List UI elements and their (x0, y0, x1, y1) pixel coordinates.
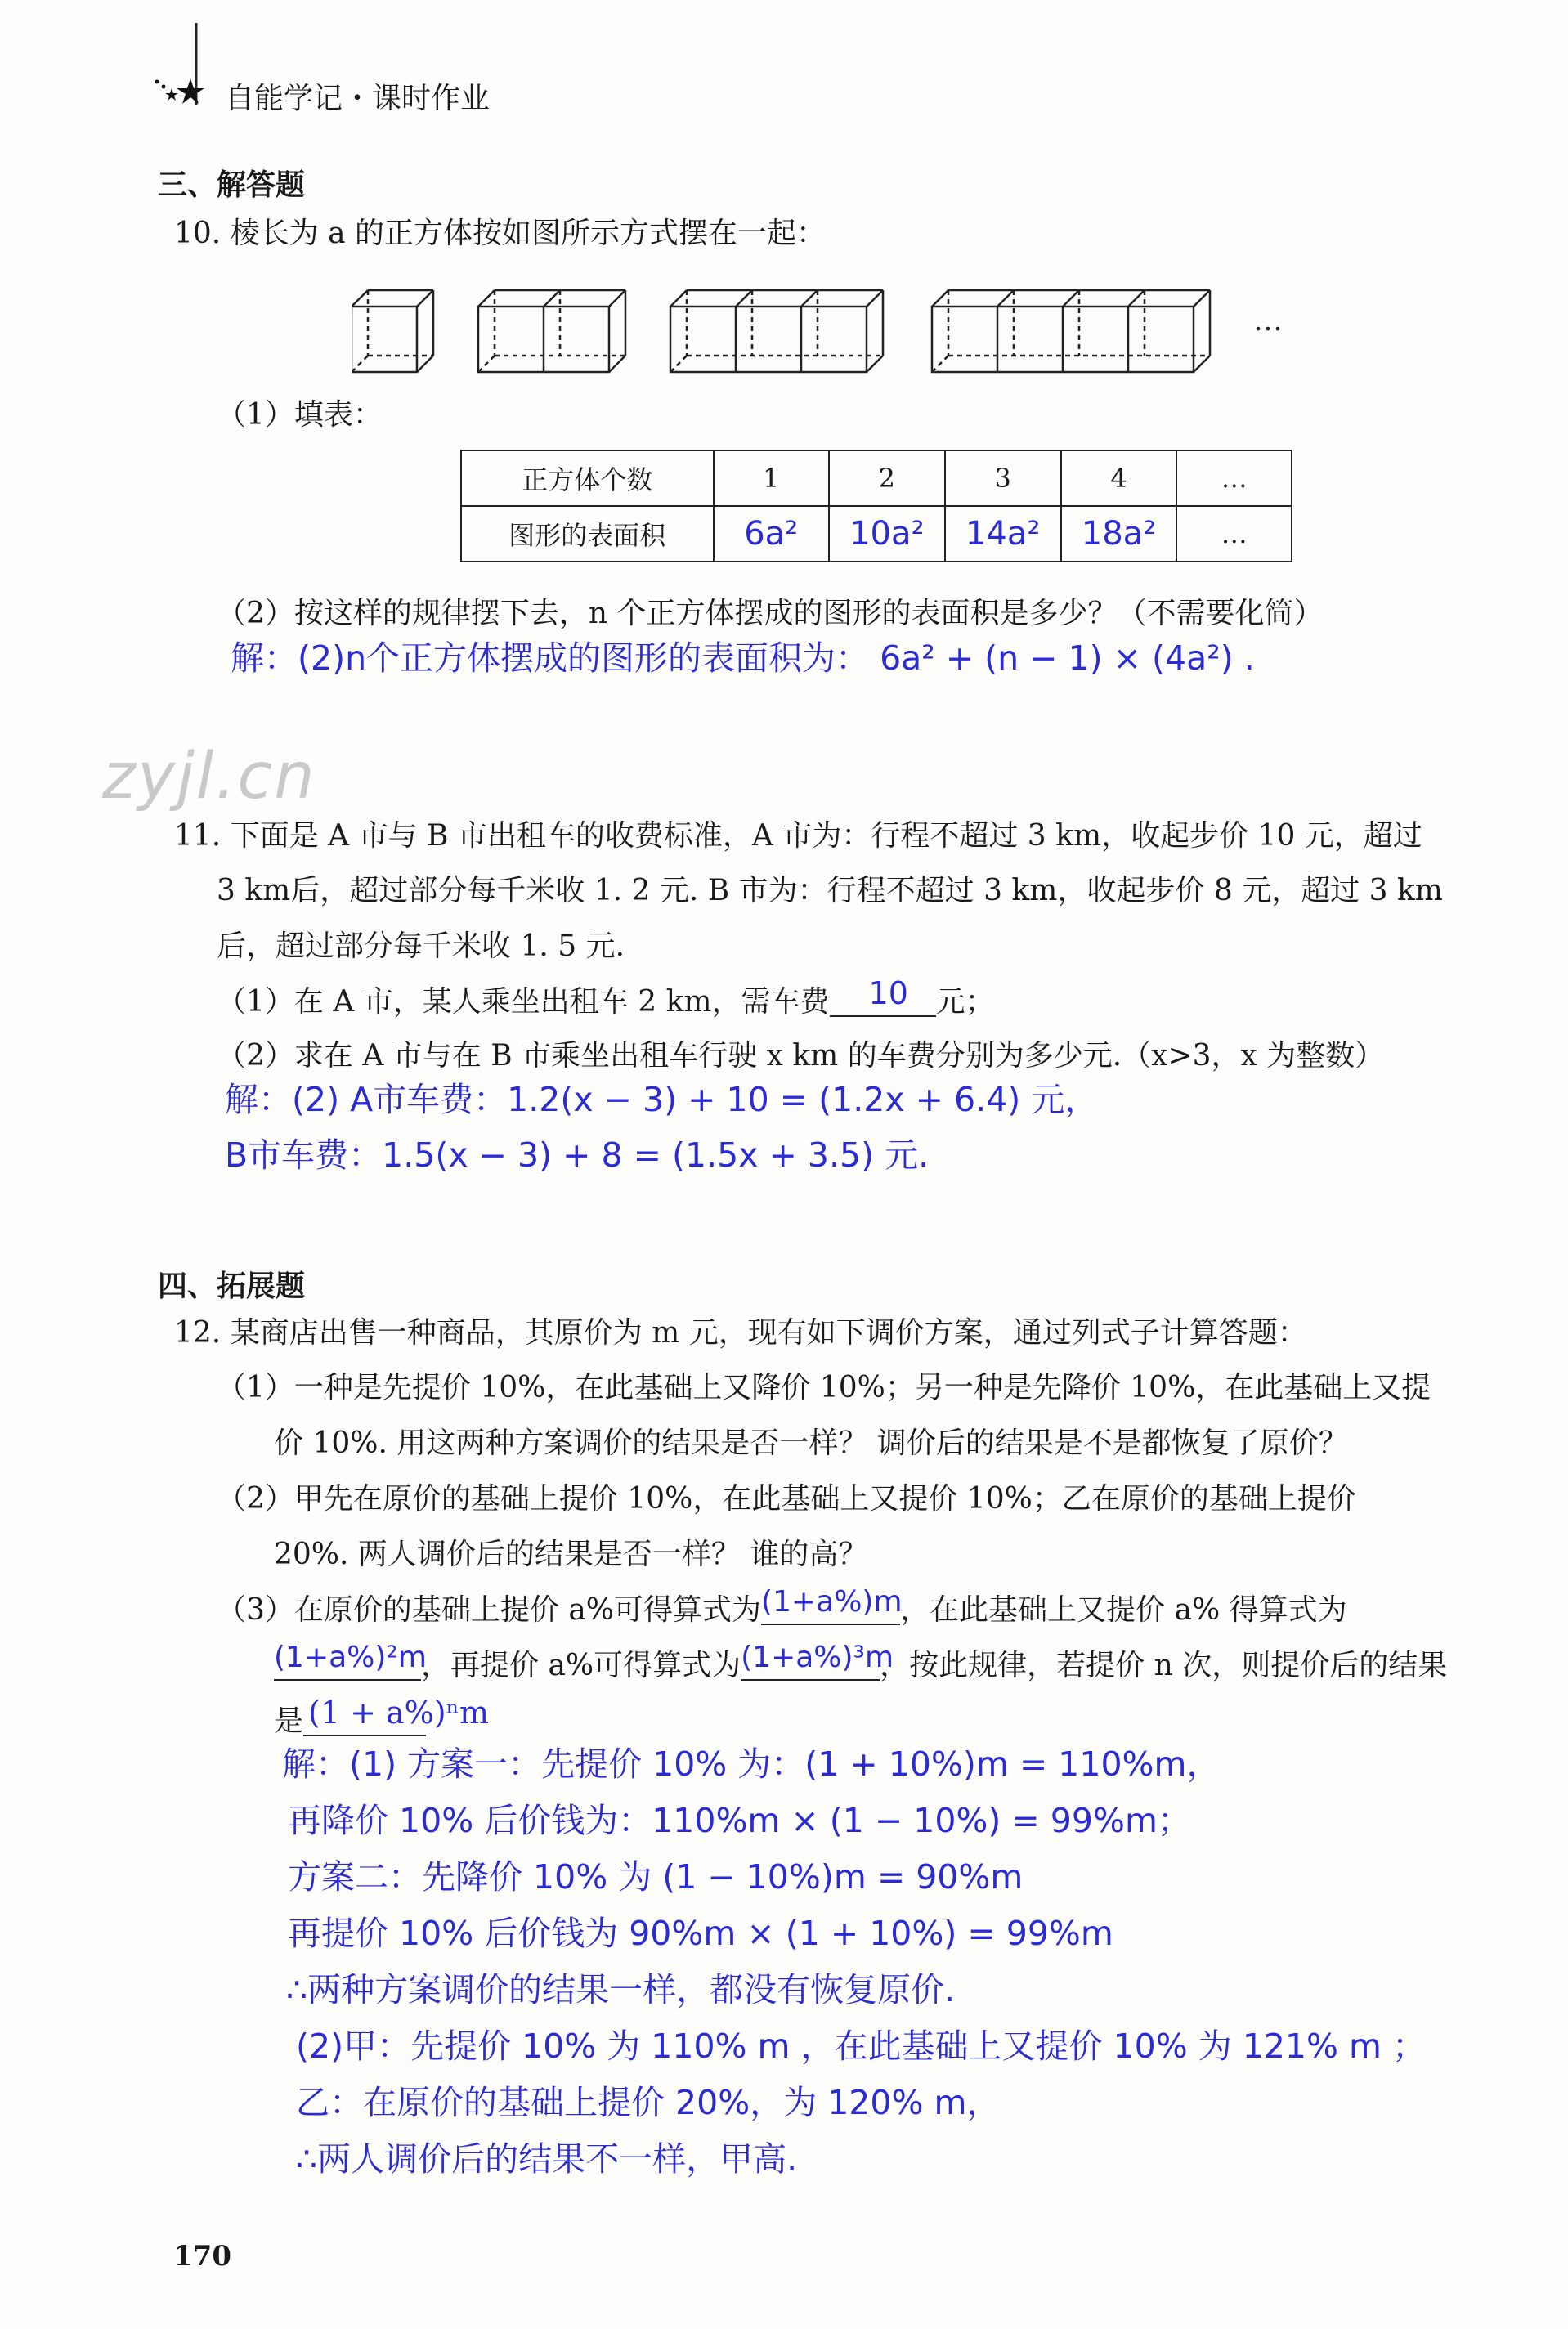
table-answer-cell: 18a² (1061, 506, 1177, 562)
table-header-cell: 图形的表面积 (461, 506, 714, 562)
question-line: 11. 下面是 A 市与 B 市出租车的收费标准，A 市为：行程不超过 3 km，收起步价 10 元，超过 (174, 819, 1422, 853)
question-line: 价 10%. 用这两种方案调价的结果是否一样？ 调价后的结果是不是都恢复了原价？ (274, 1427, 1348, 1460)
cube-group-4 (932, 290, 1210, 372)
blank-answer: (1 + a%)ⁿm (308, 1695, 490, 1731)
answer-text: 解：(2)n个正方体摆成的图形的表面积为： 6a² + (n − 1) × (4a²) . (231, 638, 1255, 678)
solution-line: ∴两种方案调价的结果一样，都没有恢复原价. (286, 1970, 956, 2009)
question-line (274, 1695, 490, 1738)
question-line: 20%. 两人调价后的结果是否一样？ 谁的高？ (274, 1538, 868, 1571)
cube-group-3 (670, 290, 883, 372)
blank-answer: (1+a%)²m (274, 1641, 427, 1674)
figure-ellipsis: … (1253, 304, 1283, 338)
part-text: 是 (274, 1704, 304, 1738)
blank-answer: (1+a%)m (761, 1585, 903, 1619)
section-heading: 三、解答题 (158, 168, 306, 202)
part-text: （3）在原价的基础上提价 a%可得算式为 (217, 1593, 762, 1627)
solution-line: ∴两人调价后的结果不一样，甲高. (296, 2139, 798, 2179)
question-stem: 12. 某商店出售一种商品，其原价为 m 元，现有如下调价方案，通过列式子计算答题： (174, 1316, 1307, 1350)
part-text: ，在此基础上又提价 a% 得算式为 (900, 1593, 1347, 1627)
solution-line: 再降价 10% 后价钱为：110%m × (1 − 10%) = 99%m； (288, 1801, 1191, 1840)
question-part: （2）求在 A 市与在 B 市乘坐出租车行驶 x km 的车费分别为多少元.（x>3，x 为整数） (217, 1039, 1385, 1073)
table-cell: … (1176, 450, 1292, 506)
solution-line: 解：(1) 方案一：先提价 10% 为：(1 + 10%)m = 110%m， (282, 1745, 1221, 1784)
question-line: （2）甲先在原价的基础上提价 10%，在此基础上又提价 10%；乙在原价的基础上提价 (217, 1482, 1356, 1516)
part-label: （1）填表： (217, 398, 383, 432)
answer-blank (274, 1641, 427, 1681)
cube-group-2 (478, 290, 625, 372)
table-answer-cell: 10a² (829, 506, 945, 562)
table-cell: 3 (945, 450, 1061, 506)
cube-figure (352, 282, 1292, 380)
table-answer-cell: 14a² (945, 506, 1061, 562)
table-row (461, 506, 1292, 562)
cube-group-1 (352, 290, 433, 372)
page-number: 170 (173, 2240, 231, 2273)
answer-blank (741, 1641, 894, 1681)
section-heading: 四、拓展题 (158, 1270, 306, 1303)
header-title: 自能学记・课时作业 (225, 82, 491, 115)
question-line: 3 km后，超过部分每千米收 1. 2 元. B 市为：行程不超过 3 km，收起步价 8 元，超过 3 km (217, 874, 1443, 907)
answer-text: B市车费：1.5(x − 3) + 8 = (1.5x + 3.5) 元. (225, 1135, 930, 1175)
answer-blank (830, 975, 936, 1017)
question-part: （2）按这样的规律摆下去，n 个正方体摆成的图形的表面积是多少？（不需要化简） (217, 597, 1324, 630)
watermark: zyjl.cn (102, 740, 316, 813)
blank-answer: (1+a%)³m (741, 1641, 894, 1674)
question-part (217, 975, 995, 1019)
part-text: （1）在 A 市，某人乘坐出租车 2 km，需车费 (217, 985, 830, 1019)
table-cell: 4 (1061, 450, 1177, 506)
answer-blank (761, 1585, 903, 1625)
table-header-cell: 正方体个数 (461, 450, 714, 506)
question-line (217, 1585, 1347, 1627)
surface-area-table (460, 450, 1292, 562)
table-answer-cell: 6a² (714, 506, 829, 562)
answer-text: 解：(2) A市车费：1.2(x − 3) + 10 = (1.2x + 6.4) 元， (225, 1080, 1099, 1119)
question-line (274, 1641, 1448, 1682)
part-text: 元； (935, 985, 995, 1019)
solution-line: 再提价 10% 后价钱为 90%m × (1 + 10%) = 99%m (288, 1914, 1113, 1953)
solution-line: 方案二：先降价 10% 为 (1 − 10%)m = 90%m (288, 1857, 1024, 1897)
header-decoration (147, 23, 213, 116)
table-cell: … (1176, 506, 1292, 562)
question-line: 后，超过部分每千米收 1. 5 元. (217, 929, 625, 963)
part-text: ，按此规律，若提价 n 次，则提价后的结果 (880, 1649, 1448, 1682)
question-line: （1）一种是先提价 10%，在此基础上又降价 10%；另一种是先降价 10%，在此基础上又提 (217, 1371, 1431, 1404)
solution-line: 乙：在原价的基础上提价 20%，为 120% m， (296, 2083, 1001, 2122)
part-text: ，再提价 a%可得算式为 (421, 1649, 741, 1682)
table-cell: 1 (714, 450, 829, 506)
question-stem: 10. 棱长为 a 的正方体按如图所示方式摆在一起： (174, 217, 827, 250)
answer-blank (303, 1695, 490, 1736)
table-row (461, 450, 1292, 506)
solution-line: (2)甲：先提价 10% 为 110% m ，在此基础上又提价 10% 为 121% m ； (296, 2027, 1426, 2066)
star-icon (147, 23, 213, 113)
table-cell: 2 (829, 450, 945, 506)
blank-answer: 10 (868, 975, 908, 1011)
